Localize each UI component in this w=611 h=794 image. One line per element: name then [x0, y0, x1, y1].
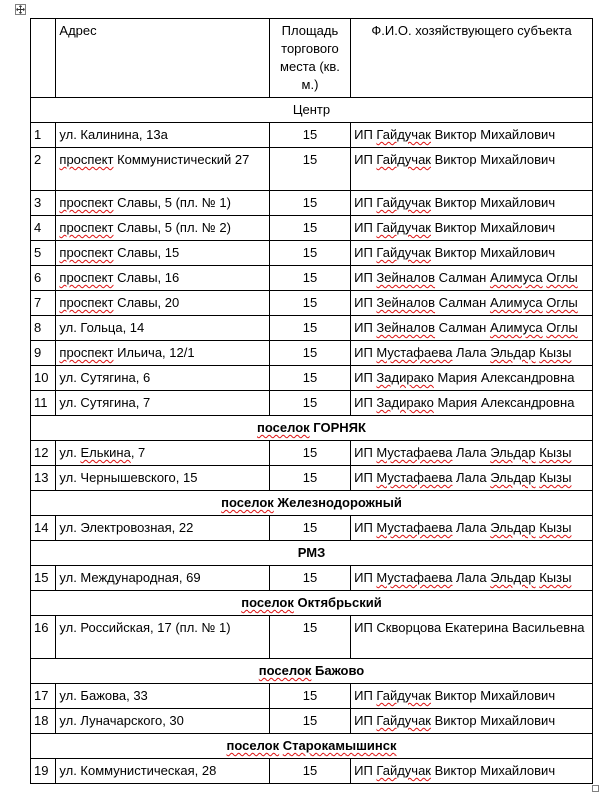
cell-address[interactable]: проспект Ильича, 12/1: [56, 341, 269, 366]
cell-num[interactable]: 18: [31, 709, 56, 734]
cell-area[interactable]: 15: [269, 441, 350, 466]
cell-area[interactable]: 15: [269, 391, 350, 416]
cell-name[interactable]: ИП Гайдучак Виктор Михайлович: [351, 216, 593, 241]
cell-name[interactable]: ИП Мустафаева Лала Эльдар Кызы: [351, 341, 593, 366]
table-row: [31, 316, 593, 341]
cell-num[interactable]: 7: [31, 291, 56, 316]
table-row: [31, 216, 593, 241]
cell-num[interactable]: 11: [31, 391, 56, 416]
table-row: [31, 616, 593, 659]
cell-name[interactable]: ИП Мустафаева Лала Эльдар Кызы: [351, 516, 593, 541]
cell-area[interactable]: 15: [269, 684, 350, 709]
cell-num[interactable]: 19: [31, 759, 56, 784]
cell-area[interactable]: 15: [269, 759, 350, 784]
cell-address[interactable]: ул. Луначарского, 30: [56, 709, 269, 734]
table-row: [31, 148, 593, 191]
table-row: [31, 684, 593, 709]
group-title-starokamyshinsk[interactable]: поселок Старокамышинск: [31, 734, 593, 759]
cell-num[interactable]: 13: [31, 466, 56, 491]
cell-area[interactable]: 15: [269, 148, 350, 191]
table-row: [31, 759, 593, 784]
cell-name[interactable]: ИП Гайдучак Виктор Михайлович: [351, 123, 593, 148]
cell-name[interactable]: ИП Гайдучак Виктор Михайлович: [351, 241, 593, 266]
cell-address[interactable]: ул. Чернышевского, 15: [56, 466, 269, 491]
group-row: [31, 541, 593, 566]
table-row: [31, 466, 593, 491]
table-row: [31, 366, 593, 391]
group-row: [31, 416, 593, 441]
header-area[interactable]: Площадь торгового места (кв. м.): [269, 19, 350, 98]
cell-area[interactable]: 15: [269, 191, 350, 216]
cell-address[interactable]: ул. Коммунистическая, 28: [56, 759, 269, 784]
cell-area[interactable]: 15: [269, 616, 350, 659]
cell-area[interactable]: 15: [269, 566, 350, 591]
cell-address[interactable]: ул. Калинина, 13а: [56, 123, 269, 148]
cell-area[interactable]: 15: [269, 291, 350, 316]
group-row: [31, 659, 593, 684]
cell-name[interactable]: ИП Гайдучак Виктор Михайлович: [351, 684, 593, 709]
cell-area[interactable]: 15: [269, 241, 350, 266]
cell-area[interactable]: 15: [269, 366, 350, 391]
cell-address[interactable]: проспект Славы, 16: [56, 266, 269, 291]
cell-address[interactable]: проспект Коммунистический 27: [56, 148, 269, 191]
table-row: [31, 191, 593, 216]
cell-address[interactable]: проспект Славы, 5 (пл. № 2): [56, 216, 269, 241]
table-row: [31, 123, 593, 148]
cell-name[interactable]: ИП Мустафаева Лала Эльдар Кызы: [351, 441, 593, 466]
group-title-zheleznodorozhny[interactable]: поселок Железнодорожный: [31, 491, 593, 516]
cell-address[interactable]: ул. Елькина, 7: [56, 441, 269, 466]
cell-num[interactable]: 14: [31, 516, 56, 541]
cell-address[interactable]: ул. Электровозная, 22: [56, 516, 269, 541]
header-address[interactable]: Адрес: [56, 19, 269, 98]
cell-num[interactable]: 12: [31, 441, 56, 466]
header-name[interactable]: Ф.И.О. хозяйствующего субъекта: [351, 19, 593, 98]
cell-name[interactable]: ИП Мустафаева Лала Эльдар Кызы: [351, 466, 593, 491]
cell-name[interactable]: ИП Зейналов Салман Алимуса Оглы: [351, 266, 593, 291]
table-header-row: [31, 19, 593, 98]
cell-num[interactable]: 5: [31, 241, 56, 266]
table-row: [31, 391, 593, 416]
group-title-bazhovo[interactable]: поселок Бажово: [31, 659, 593, 684]
table-row: [31, 341, 593, 366]
group-row: [31, 98, 593, 123]
cell-area[interactable]: 15: [269, 466, 350, 491]
group-row: [31, 491, 593, 516]
table-move-handle-icon[interactable]: [15, 4, 26, 15]
cell-area[interactable]: 15: [269, 709, 350, 734]
cell-address[interactable]: ул. Сутягина, 6: [56, 366, 269, 391]
cell-area[interactable]: 15: [269, 216, 350, 241]
cell-name[interactable]: ИП Задирако Мария Александровна: [351, 391, 593, 416]
cell-address[interactable]: проспект Славы, 15: [56, 241, 269, 266]
table-row: [31, 516, 593, 541]
group-title-oktyabrsky[interactable]: поселок Октябрьский: [31, 591, 593, 616]
cell-name[interactable]: ИП Задирако Мария Александровна: [351, 366, 593, 391]
cell-num[interactable]: 6: [31, 266, 56, 291]
cell-address[interactable]: ул. Сутягина, 7: [56, 391, 269, 416]
cell-num[interactable]: 1: [31, 123, 56, 148]
cell-area[interactable]: 15: [269, 341, 350, 366]
cell-address[interactable]: ул. Бажова, 33: [56, 684, 269, 709]
cell-address[interactable]: проспект Славы, 20: [56, 291, 269, 316]
cell-name[interactable]: ИП Скворцова Екатерина Васильевна: [351, 616, 593, 659]
cell-name[interactable]: ИП Мустафаева Лала Эльдар Кызы: [351, 566, 593, 591]
cell-area[interactable]: 15: [269, 516, 350, 541]
group-row: [31, 591, 593, 616]
group-row: [31, 734, 593, 759]
table-row: [31, 709, 593, 734]
cell-address[interactable]: ул. Международная, 69: [56, 566, 269, 591]
cell-num[interactable]: 17: [31, 684, 56, 709]
cell-num[interactable]: 3: [31, 191, 56, 216]
cell-area[interactable]: 15: [269, 123, 350, 148]
table-row: [31, 441, 593, 466]
cell-num[interactable]: 10: [31, 366, 56, 391]
cell-name[interactable]: ИП Зейналов Салман Алимуса Оглы: [351, 316, 593, 341]
header-num[interactable]: [31, 19, 56, 98]
cell-area[interactable]: 15: [269, 266, 350, 291]
cell-name[interactable]: ИП Гайдучак Виктор Михайлович: [351, 191, 593, 216]
table-row: [31, 566, 593, 591]
cell-name[interactable]: ИП Гайдучак Виктор Михайлович: [351, 709, 593, 734]
cell-num[interactable]: 15: [31, 566, 56, 591]
cell-name[interactable]: ИП Зейналов Салман Алимуса Оглы: [351, 291, 593, 316]
cell-num[interactable]: 2: [31, 148, 56, 191]
cell-num[interactable]: 4: [31, 216, 56, 241]
cell-num[interactable]: 9: [31, 341, 56, 366]
table-row: [31, 266, 593, 291]
trade-places-table: [30, 18, 593, 784]
cell-num[interactable]: 16: [31, 616, 56, 659]
group-title-rmz[interactable]: РМЗ: [31, 541, 593, 566]
cell-name[interactable]: ИП Гайдучак Виктор Михайлович: [351, 759, 593, 784]
cell-address[interactable]: ул. Российская, 17 (пл. № 1): [56, 616, 269, 659]
cell-address[interactable]: проспект Славы, 5 (пл. № 1): [56, 191, 269, 216]
group-title-center[interactable]: Центр: [31, 98, 593, 123]
cell-address[interactable]: ул. Гольца, 14: [56, 316, 269, 341]
group-title-gornyak[interactable]: поселок ГОРНЯК: [31, 416, 593, 441]
table-resize-handle[interactable]: [592, 785, 599, 792]
table-row: [31, 291, 593, 316]
cell-name[interactable]: ИП Гайдучак Виктор Михайлович: [351, 148, 593, 191]
cell-area[interactable]: 15: [269, 316, 350, 341]
table-row: [31, 241, 593, 266]
cell-num[interactable]: 8: [31, 316, 56, 341]
